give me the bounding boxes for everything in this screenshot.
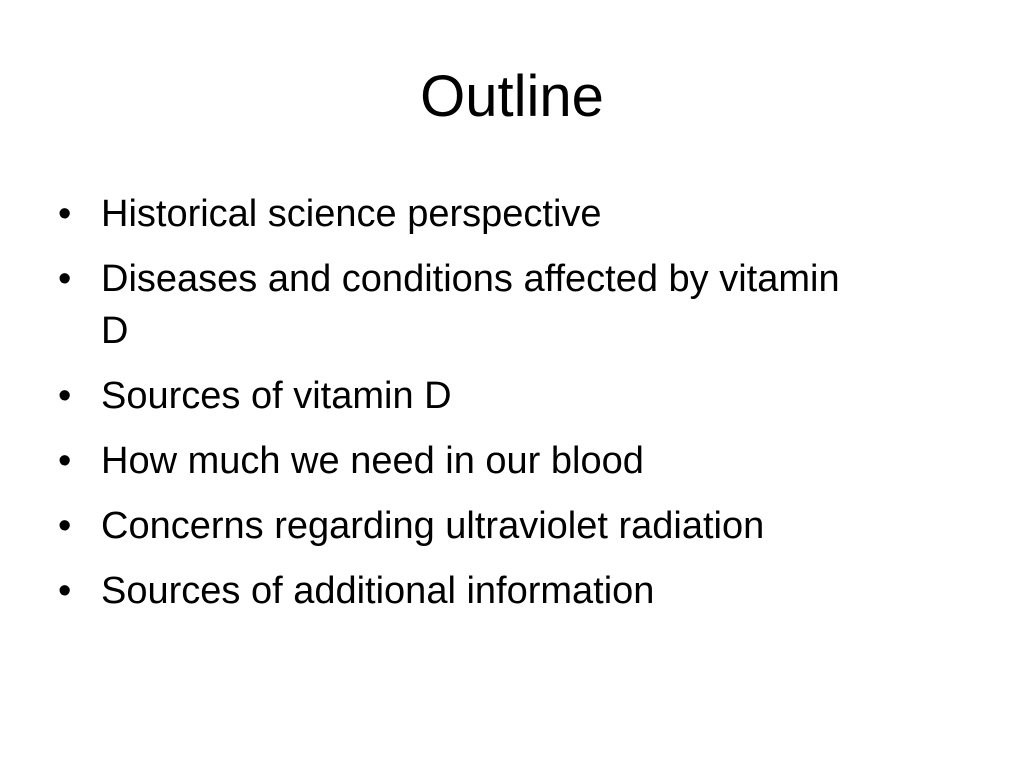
bullet-icon: • <box>58 375 72 417</box>
bullet-icon: • <box>58 505 72 547</box>
bullet-text: Concerns regarding ultraviolet radiation <box>101 505 765 547</box>
bullet-item-additional-info <box>58 565 958 617</box>
bullet-text: Sources of vitamin D <box>101 375 452 417</box>
bullet-text: Sources of additional information <box>101 570 655 612</box>
bullet-item-blood-levels <box>58 435 958 487</box>
slide-title: Outline <box>420 64 604 129</box>
bullet-text: How much we need in our blood <box>101 440 644 482</box>
bullet-text: Historical science perspective <box>101 193 602 235</box>
bullet-icon: • <box>58 570 72 612</box>
bullet-icon: • <box>58 440 72 482</box>
bullet-icon: • <box>58 258 72 300</box>
bullet-item-uv-concerns <box>58 500 958 552</box>
bullet-item-historical-science <box>58 188 958 240</box>
bullet-item-diseases-conditions <box>58 253 841 357</box>
bullet-item-sources-vitamin-d <box>58 370 958 422</box>
bullet-list <box>58 188 958 630</box>
bullet-icon: • <box>58 193 72 235</box>
bullet-text: Diseases and conditions affected by vitamin D <box>101 258 840 352</box>
